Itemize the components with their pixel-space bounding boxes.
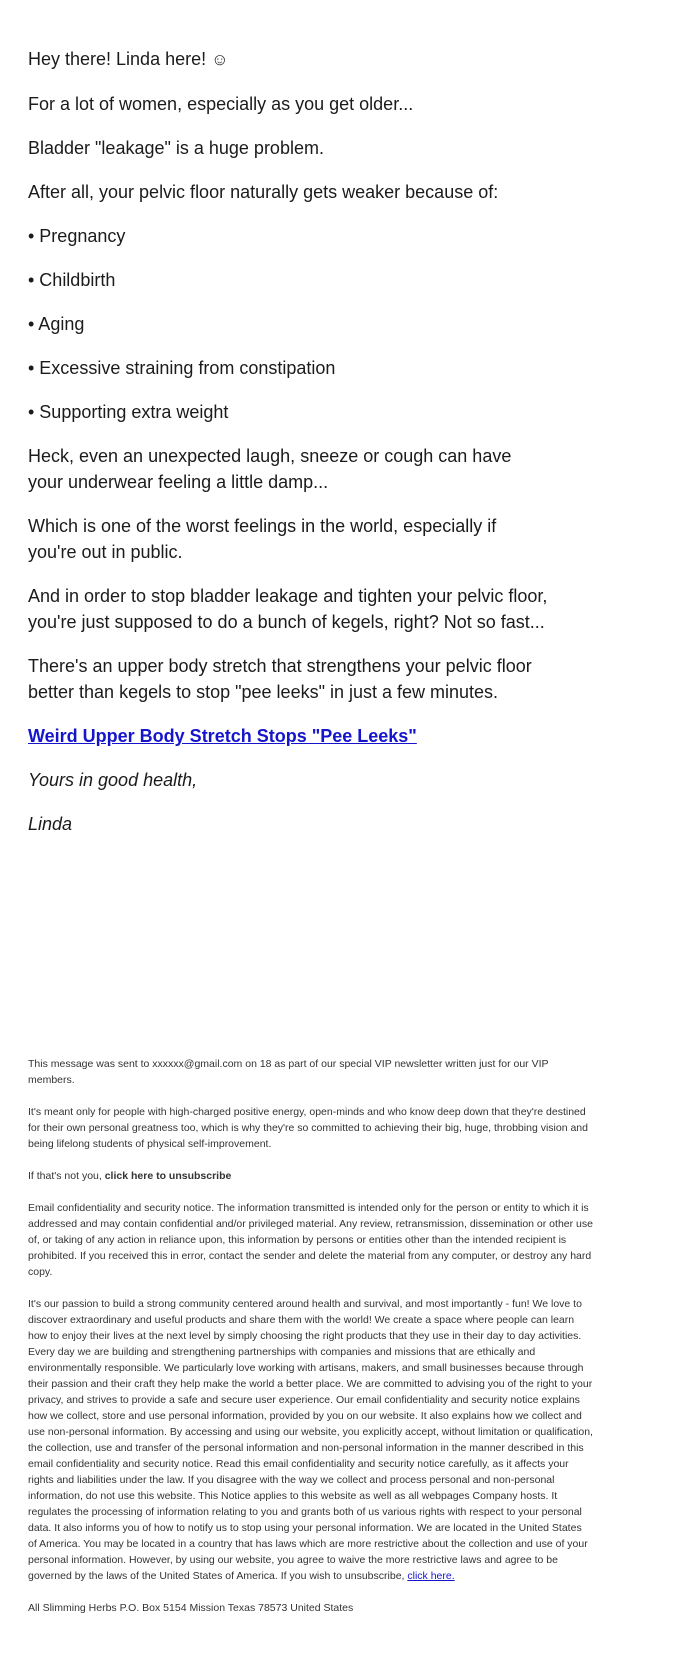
footer-address: All Slimming Herbs P.O. Box 5154 Mission Texas 78573 United States: [28, 1602, 354, 1614]
bullet-item: • Aging: [28, 314, 85, 334]
smiley-icon: ☺: [211, 50, 229, 69]
footer-meant-for: It's meant only for people with high-charged positive energy, open-minds and who know deep down that they're destined for their own personal greatness too, which is why they're so committed to achieving their big, huge, throbbing vision and being lifelong students of physical self-improvement.: [28, 1106, 588, 1150]
greeting-line: [28, 46, 548, 73]
bullet-item: • Pregnancy: [28, 226, 126, 246]
not-you-prefix: If that's not you,: [28, 1170, 105, 1182]
kegels-paragraph: And in order to stop bladder leakage and tighten your pelvic floor, you're just supposed to do a bunch of kegels, right? Not so fast...: [28, 586, 548, 632]
footer-confidentiality: Email confidentiality and security notice. The information transmitted is intended only for the person or entity to which it is addressed and may contain confidential and/or privileged material. Any review, retransmission, dissemination or other use of, or taking of any action in reliance upon, this information by persons or entities other than the intended recipient is prohibited. If you received this in error, contact the sender and delete the material from any computer, or destroy any hard copy.: [28, 1202, 593, 1278]
cta-line: [28, 723, 548, 749]
intro-paragraph-1: For a lot of women, especially as you get older...: [28, 94, 414, 114]
stretch-paragraph: There's an upper body stretch that strengthens your pelvic floor better than kegels to stop "pee leeks" in just a few minutes.: [28, 656, 532, 702]
email-footer: [28, 1056, 593, 1632]
greeting-text: Hey there! Linda here!: [28, 49, 207, 69]
cta-link[interactable]: Weird Upper Body Stretch Stops "Pee Leeks": [28, 726, 417, 746]
email-main-content: [28, 0, 548, 837]
footer-sent-to: This message was sent to xxxxxx@gmail.com on 18 as part of our special VIP newsletter written just for our VIP members.: [28, 1058, 549, 1086]
email-body: [28, 0, 668, 1614]
signoff: Yours in good health,: [28, 770, 198, 790]
bullet-item: • Supporting extra weight: [28, 402, 229, 422]
bullet-item: • Excessive straining from constipation: [28, 358, 336, 378]
intro-paragraph-2: Bladder "leakage" is a huge problem.: [28, 138, 324, 158]
click-here-link[interactable]: click here.: [407, 1570, 455, 1582]
laugh-paragraph: Heck, even an unexpected laugh, sneeze or cough can have your underwear feeling a little damp...: [28, 446, 512, 492]
worst-feeling-paragraph: Which is one of the worst feelings in the world, especially if you're out in public.: [28, 516, 497, 562]
bullet-item: • Childbirth: [28, 270, 116, 290]
signature: Linda: [28, 814, 73, 834]
unsubscribe-link[interactable]: click here to unsubscribe: [104, 1170, 232, 1182]
passion-text: It's our passion to build a strong community centered around health and survival, and most importantly - fun! We love to discover extraordinary and useful products and share them with the world! We create a space where people can learn how to enjoy their lives at the next level by simply choosing the right products that they use in their day to day activities. Every day we are building and strengthening partnerships with companies and missions that are ethically and environmentally responsible. We particularly love working with artisans, makers, and small businesses because through their passion and their craft they help make the world a better place. We are committed to advising you of the right to your privacy, and strives to provide a safe and secure user experience. Our email confidentiality and security notice explains how we collect, store and use personal information, provided by you on our website. It also explains how we collect and use non-personal information. By accessing and using our website, you explicitly accept, without limitation or qualification, the collection, use and transfer of the personal information and non-personal information in the manner described in this email confidentiality and security notice. Read this email confidentiality and security notice carefully, as it affects your rights and liabilities under the law. If you disagree with the way we collect and process personal and non-personal information, do not use this website. This Notice applies to this website as well as all webpages Company hosts. It regulates the processing of information relating to you and grants both of us various rights with respect to your personal data. It also informs you of how to notify us to stop using your personal information. We are located in the United States of America. You may be located in a country that has laws which are more restrictive about the collection and use of your personal information. However, by using our website, you agree to waive the more restrictive laws and agree to be governed by the laws of the United States of America. If you wish to unsubscribe,: [28, 1298, 593, 1582]
intro-paragraph-3: After all, your pelvic floor naturally gets weaker because of:: [28, 182, 499, 202]
footer-passion: [28, 1296, 593, 1584]
footer-not-you: [28, 1168, 593, 1184]
